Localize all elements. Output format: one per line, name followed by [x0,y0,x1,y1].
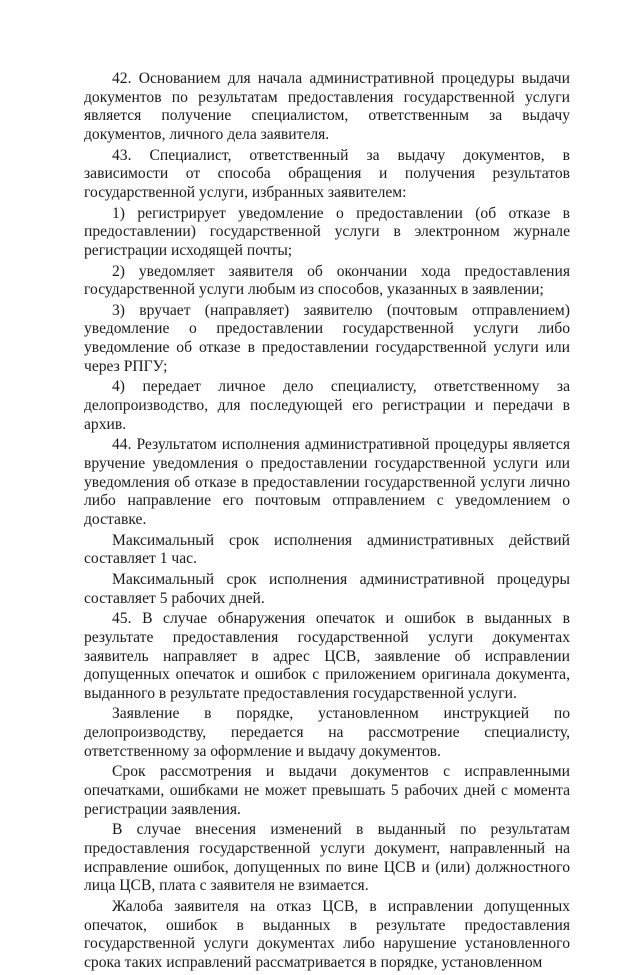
paragraph-application-forwarding: Заявление в порядке, установленном инструкцией по делопроизводству, передается на рассмотрение специалисту, ответственному за оформление и выдачу документов. [84,705,570,760]
paragraph-45: 45. В случае обнаружения опечаток и ошибок в выданных в результате предоставления государственной услуги документах заявитель направляет в адрес ЦСВ, заявление об исправлении допущенных опечаток и ошибок с приложением оригинала документа, выданного в результате предоставления государственной услуги. [84,610,570,702]
paragraph-complaint: Жалоба заявителя на отказ ЦСВ, в исправлении допущенных опечаток, ошибок в выданных в результате предоставления государственной услуги документах либо нарушение установленного срока таких исправлений рассматривается в порядке, установленном [84,897,570,971]
paragraph-43-item-1: 1) регистрирует уведомление о предоставлении (об отказе в предоставлении) государственной услуги в электронном журнале регистрации исходящей почты; [84,204,570,259]
paragraph-43-item-2: 2) уведомляет заявителя об окончании хода предоставления государственной услуги любым из способов, указанных в заявлении; [84,262,570,299]
paragraph-43-item-4: 4) передает личное дело специалисту, ответственному за делопроизводство, для последующей его регистрации и передачи в архив. [84,378,570,433]
paragraph-43: 43. Специалист, ответственный за выдачу документов, в зависимости от способа обращения и получения результатов государственной услуги, избранных заявителем: [84,146,570,201]
paragraph-max-time-procedure: Максимальный срок исполнения административной процедуры составляет 5 рабочих дней. [84,570,570,607]
paragraph-no-fee: В случае внесения изменений в выданный по результатам предоставления государственной услуги документ, направленный на исправление ошибок, допущенных по вине ЦСВ и (или) должностного лица ЦСВ, плата с заявителя не взимается. [84,821,570,895]
paragraph-correction-deadline: Срок рассмотрения и выдачи документов с исправленными опечатками, ошибками не может превышать 5 рабочих дней с момента регистрации заявления. [84,763,570,818]
paragraph-max-time-actions: Максимальный срок исполнения административных действий составляет 1 час. [84,531,570,568]
paragraph-42: 42. Основанием для начала административной процедуры выдачи документов по результатам предоставления государственной услуги является получение специалистом, ответственным за выдачу документов, личного дела заявителя. [84,70,570,143]
paragraph-43-item-3: 3) вручает (направляет) заявителю (почтовым отправлением) уведомление о предоставлении государственной услуги либо уведомление об отказе в предоставлении государственной услуги или через РПГУ; [84,301,570,375]
document-body [84,70,570,975]
paragraph-44: 44. Результатом исполнения административной процедуры является вручение уведомления о предоставлении государственной услуги или уведомления об отказе в предоставлении государственной услуги лично либо направление его почтовым отправлением с уведомлением о доставке. [84,436,570,528]
